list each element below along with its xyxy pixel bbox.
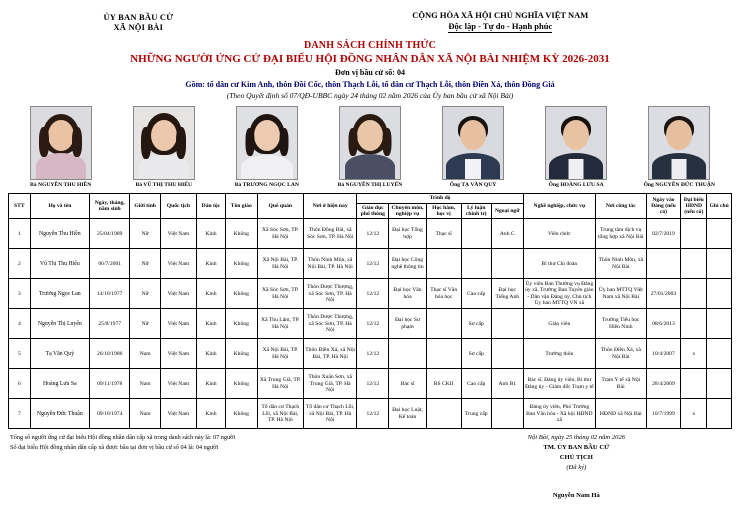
- cell-dai-bieu: [681, 309, 707, 339]
- candidate-table: [8, 193, 732, 429]
- cell-hoc-ham: BS CKII: [426, 369, 461, 399]
- cell-ngay-vao-dang: [646, 249, 681, 279]
- cell-nghe-nghiep: Viên chức: [523, 219, 595, 249]
- cell-ghi-chu: [707, 279, 732, 309]
- cell-ly-luan: Sơ cấp: [461, 309, 491, 339]
- table-row: [9, 309, 732, 339]
- cell-ly-luan: Sơ cấp: [461, 339, 491, 369]
- cell-noi-o: Thôn Ninh Môn, xã Nội Bài, TP. Hà Nội: [303, 249, 357, 279]
- cell-ngay-sinh: 06/7/2001: [89, 249, 129, 279]
- cell-noi-cong-tac: HĐND xã Nội Bài: [595, 399, 646, 429]
- photo-frame: [133, 106, 195, 180]
- th-gioi-tinh: Giới tính: [130, 194, 160, 219]
- th-ton-giao: Tôn giáo: [225, 194, 257, 219]
- th-nghe-nghiep: Nghề nghiệp, chức vụ: [523, 194, 595, 219]
- motto: Độc lập - Tự do - Hạnh phúc: [448, 21, 553, 31]
- cell-stt: 4: [9, 309, 31, 339]
- cell-nghe-nghiep: Bí thư Chi đoàn: [523, 249, 595, 279]
- th-ngay-sinh: Ngày, tháng, năm sinh: [89, 194, 129, 219]
- cell-ghi-chu: [707, 219, 732, 249]
- cell-gioi-tinh: Nữ: [130, 249, 160, 279]
- national-heading: [269, 10, 732, 32]
- cell-ho-ten: Nguyễn Đức Thuận: [30, 399, 89, 429]
- photo-caption: Bà VŨ THỊ THU HIẾU: [135, 182, 193, 188]
- cell-ngay-vao-dang: 02/7/2019: [646, 219, 681, 249]
- cell-ho-ten: Hoàng Lưu Sa: [30, 369, 89, 399]
- cell-dan-toc: Kinh: [196, 249, 225, 279]
- place-date: Nội Bài, ngày 25 tháng 02 năm 2026: [527, 434, 626, 442]
- cell-ngay-vao-dang: 10/7/1999: [646, 399, 681, 429]
- photo-caption: Ông HOÀNG LƯU SA: [548, 182, 604, 188]
- cell-ngay-vao-dang: 08/6/2013: [646, 309, 681, 339]
- cell-stt: 5: [9, 339, 31, 369]
- cell-que-quan: Xã Trung Giã, TP. Hà Nội: [257, 369, 303, 399]
- cell-ton-giao: Không: [225, 219, 257, 249]
- cell-dan-toc: Kinh: [196, 369, 225, 399]
- footer-summary: [8, 433, 421, 500]
- cell-noi-o: Thôn Xuân Sơn, xã Trung Giã, TP. Hà Nội: [303, 369, 357, 399]
- cell-ngay-sinh: 26/10/1986: [89, 339, 129, 369]
- cell-gioi-tinh: Nam: [130, 339, 160, 369]
- cell-noi-o: Thôn Đồng Bài, xã Sóc Sơn, TP. Hà Nội: [303, 219, 357, 249]
- table-row: [9, 399, 732, 429]
- cell-ngoai-ngu: Anh C: [491, 219, 523, 249]
- cell-dai-bieu: [681, 369, 707, 399]
- cell-que-quan: Xã Thu Lâm, TP. Hà Nội: [257, 309, 303, 339]
- candidate-photo-3: [321, 106, 418, 188]
- cell-ho-ten: Tạ Văn Quý: [30, 339, 89, 369]
- page-subtitle: NHỮNG NGƯỜI ỨNG CỬ ĐẠI BIỂU HỘI ĐỒNG NHÂN DÂN XÃ NỘI BÀI NHIỆM KỲ 2026-2031: [130, 53, 610, 65]
- cell-ghi-chu: [707, 399, 732, 429]
- cell-stt: 7: [9, 399, 31, 429]
- total-candidates: Tổng số người ứng cử đại biểu Hội đồng nhân dân cấp xã trong danh sách này là: 07 người: [10, 434, 236, 442]
- cell-dan-toc: Kinh: [196, 279, 225, 309]
- authority-line-2: XÃ NỘI BÀI: [113, 22, 164, 32]
- photo-caption: Bà TRƯƠNG NGỌC LAN: [234, 182, 299, 188]
- cell-hoc-ham: Thạc sĩ: [426, 219, 461, 249]
- cell-ngay-vao-dang: 28/4/2009: [646, 369, 681, 399]
- cell-stt: 2: [9, 249, 31, 279]
- cell-ly-luan: [461, 249, 491, 279]
- cell-giao-duc: 12/12: [357, 219, 389, 249]
- photo-caption: Bà NGUYỄN THU HIỀN: [30, 182, 92, 188]
- th-quoc-tich: Quốc tịch: [160, 194, 196, 219]
- table-header-row-1: [9, 194, 732, 203]
- signed-note: (Đã ký): [566, 464, 587, 472]
- cell-giao-duc: 12/12: [357, 279, 389, 309]
- photo-frame: [30, 106, 92, 180]
- issuing-authority: [8, 10, 269, 32]
- cell-noi-cong-tac: Ủy ban MTTQ Việt Nam xã Nội Bài: [595, 279, 646, 309]
- cell-stt: 1: [9, 219, 31, 249]
- country-name: CỘNG HÒA XÃ HỘI CHỦ NGHĨA VIỆT NAM: [412, 10, 589, 20]
- photo-frame: [545, 106, 607, 180]
- cell-stt: 3: [9, 279, 31, 309]
- cell-ngay-sinh: 25/04/1989: [89, 219, 129, 249]
- cell-chuyen-mon: Đại học Tổng hợp: [389, 219, 427, 249]
- cell-giao-duc: 12/12: [357, 309, 389, 339]
- cell-ghi-chu: [707, 309, 732, 339]
- photo-frame: [442, 106, 504, 180]
- cell-quoc-tich: Việt Nam: [160, 309, 196, 339]
- cell-nghe-nghiep: Bác sĩ, Đảng ủy viên, Bí thư Đảng ủy - Giám đốc Trạm y tế: [523, 369, 595, 399]
- photo-frame: [648, 106, 710, 180]
- cell-ngoai-ngu: [491, 399, 523, 429]
- cell-dai-bieu: [681, 219, 707, 249]
- cell-noi-o: Thôn Dược Thượng, xã Sóc Sơn, TP. Hà Nội: [303, 309, 357, 339]
- signing-org: TM. ỦY BAN BẦU CỬ: [543, 443, 610, 451]
- th-noi-o: Nơi ở hiện nay: [303, 194, 357, 219]
- cell-ton-giao: Không: [225, 309, 257, 339]
- cell-nghe-nghiep: Giáo viên: [523, 309, 595, 339]
- cell-giao-duc: 12/12: [357, 339, 389, 369]
- cell-que-quan: Xã Sóc Sơn, TP. Hà Nội: [257, 279, 303, 309]
- cell-ngay-sinh: 09/10/1974: [89, 399, 129, 429]
- table-row: [9, 279, 732, 309]
- th-stt: STT: [9, 194, 31, 219]
- th-giao-duc: Giáo dục phổ thông: [357, 203, 389, 219]
- cell-stt: 6: [9, 369, 31, 399]
- th-dai-bieu: Đại biểu HĐND (nếu có): [681, 194, 707, 219]
- cell-dai-bieu: x: [681, 339, 707, 369]
- candidate-photo-5: [527, 106, 624, 188]
- cell-gioi-tinh: Nam: [130, 399, 160, 429]
- cell-ngay-sinh: 25/8/1977: [89, 309, 129, 339]
- cell-noi-o: Thôn Dược Thượng, xã Sóc Sơn, TP. Hà Nội: [303, 279, 357, 309]
- cell-ly-luan: Cao cấp: [461, 279, 491, 309]
- cell-noi-cong-tac: Trung tâm dịch vụ tổng hợp xã Nội Bài: [595, 219, 646, 249]
- table-row: [9, 219, 732, 249]
- cell-chuyen-mon: Đại học Luật, Kế toán: [389, 399, 427, 429]
- page-title: DANH SÁCH CHÍNH THỨC: [303, 40, 437, 51]
- cell-ho-ten: Nguyễn Thu Hiền: [30, 219, 89, 249]
- cell-dai-bieu: x: [681, 399, 707, 429]
- cell-nghe-nghiep: Trưởng thôn: [523, 339, 595, 369]
- constituency-number: Đơn vị bầu cử số: 04: [335, 68, 405, 77]
- photo-frame: [339, 106, 401, 180]
- th-ly-luan: Lý luận chính trị: [461, 203, 491, 219]
- signature-block: [421, 433, 732, 500]
- cell-noi-o: Thôn Điền Xá, xã Nội Bài, TP. Hà Nội: [303, 339, 357, 369]
- cell-gioi-tinh: Nữ: [130, 219, 160, 249]
- th-ho-ten: Họ và tên: [30, 194, 89, 219]
- title-block: [8, 40, 732, 100]
- cell-noi-cong-tac: Thôn Ninh Môn, xã Nội Bài: [595, 249, 646, 279]
- cell-quoc-tich: Việt Nam: [160, 219, 196, 249]
- photo-caption: Bà NGUYỄN THỊ LUYẾN: [337, 182, 403, 188]
- authority-line-1: ỦY BAN BẦU CỬ: [103, 12, 174, 22]
- cell-dan-toc: Kinh: [196, 219, 225, 249]
- cell-hoc-ham: Thạc sĩ Văn hóa học: [426, 279, 461, 309]
- table-row: [9, 369, 732, 399]
- cell-gioi-tinh: Nữ: [130, 279, 160, 309]
- document-header: [8, 10, 732, 32]
- cell-nghe-nghiep: Ủy viên Ban Thường vụ Đảng ủy xã, Trưởng Ban Tuyên giáo - Dân vận Đảng ủy, Chủ tịch Ủy ban MTTQ VN xã: [523, 279, 595, 309]
- th-trinh-do: Trình độ: [357, 194, 523, 203]
- th-que-quan: Quê quán: [257, 194, 303, 219]
- cell-ly-luan: Cao cấp: [461, 369, 491, 399]
- cell-ngoai-ngu: [491, 249, 523, 279]
- cell-chuyen-mon: Đại học Công nghệ thông tin: [389, 249, 427, 279]
- photo-caption: Ông TẠ VĂN QUÝ: [449, 182, 497, 188]
- cell-quoc-tich: Việt Nam: [160, 339, 196, 369]
- cell-que-quan: Xã Nội Bài, TP. Hà Nội: [257, 249, 303, 279]
- cell-giao-duc: 12/12: [357, 369, 389, 399]
- total-seats: Số đại biểu Hội đồng nhân dân cấp xã được bầu tại đơn vị bầu cử số 04 là: 04 người: [10, 443, 219, 451]
- cell-quoc-tich: Việt Nam: [160, 249, 196, 279]
- photo-caption: Ông NGUYỄN ĐỨC THUẬN: [643, 182, 715, 188]
- constituency-areas: Gồm: tổ dân cư Kim Anh, thôn Đồi Cốc, thôn Thạch Lỗi, tổ dân cư Thạch Lỗi, thôn Điền Xá, thôn Đồng Giá: [185, 80, 555, 89]
- cell-ton-giao: Không: [225, 369, 257, 399]
- cell-que-quan: Xã Nội Bài, TP. Hà Nội: [257, 339, 303, 369]
- cell-ngay-sinh: 09/11/1978: [89, 369, 129, 399]
- cell-nghe-nghiep: Đảng ủy viên, Phó Trưởng Ban Văn hóa - Xã hội HĐND xã: [523, 399, 595, 429]
- cell-hoc-ham: [426, 309, 461, 339]
- cell-chuyen-mon: Đại học Văn hóa: [389, 279, 427, 309]
- cell-hoc-ham: [426, 249, 461, 279]
- cell-gioi-tinh: Nam: [130, 369, 160, 399]
- cell-gioi-tinh: Nữ: [130, 309, 160, 339]
- th-ngay-vao-dang: Ngày vào Đảng (nếu có): [646, 194, 681, 219]
- cell-ngoai-ngu: [491, 309, 523, 339]
- cell-hoc-ham: [426, 399, 461, 429]
- th-chuyen-mon: Chuyên môn, nghiệp vụ: [389, 203, 427, 219]
- cell-ghi-chu: [707, 249, 732, 279]
- cell-chuyen-mon: Bác sĩ: [389, 369, 427, 399]
- cell-noi-cong-tac: Thôn Điền Xá, xã Nội Bài: [595, 339, 646, 369]
- cell-ho-ten: Nguyễn Thị Luyến: [30, 309, 89, 339]
- signer-name: Nguyễn Nam Hà: [552, 491, 600, 499]
- cell-ngoai-ngu: Đại học Tiếng Anh: [491, 279, 523, 309]
- cell-giao-duc: 12/12: [357, 399, 389, 429]
- cell-dan-toc: Kinh: [196, 339, 225, 369]
- cell-ho-ten: Vũ Thị Thu Hiếu: [30, 249, 89, 279]
- cell-ton-giao: Không: [225, 279, 257, 309]
- candidate-photo-row: [8, 106, 732, 188]
- th-dan-toc: Dân tộc: [196, 194, 225, 219]
- signing-role: CHỦ TỊCH: [559, 453, 593, 461]
- cell-quoc-tich: Việt Nam: [160, 369, 196, 399]
- cell-quoc-tich: Việt Nam: [160, 399, 196, 429]
- candidate-photo-1: [115, 106, 212, 188]
- photo-frame: [236, 106, 298, 180]
- cell-giao-duc: 12/12: [357, 249, 389, 279]
- cell-que-quan: Xã Sóc Sơn, TP. Hà Nội: [257, 219, 303, 249]
- decision-reference: (Theo Quyết định số 07/QĐ-UBBC ngày 24 tháng 02 năm 2026 của Ủy ban bầu cử xã Nội Bài): [226, 91, 514, 100]
- cell-ton-giao: Không: [225, 399, 257, 429]
- cell-ly-luan: Trung cấp: [461, 399, 491, 429]
- cell-noi-cong-tac: Trường Tiểu học Hiền Ninh: [595, 309, 646, 339]
- cell-ton-giao: Không: [225, 339, 257, 369]
- cell-ngoai-ngu: Anh B1: [491, 369, 523, 399]
- cell-ho-ten: Trương Ngọc Lan: [30, 279, 89, 309]
- th-ghi-chu: Ghi chú: [707, 194, 732, 219]
- cell-dan-toc: Kinh: [196, 309, 225, 339]
- cell-dai-bieu: [681, 279, 707, 309]
- cell-ghi-chu: [707, 339, 732, 369]
- th-hoc-ham: Học hàm, học vị: [426, 203, 461, 219]
- cell-ngoai-ngu: [491, 339, 523, 369]
- candidate-photo-2: [218, 106, 315, 188]
- table-row: [9, 339, 732, 369]
- cell-ngay-sinh: 14/10/1977: [89, 279, 129, 309]
- document-footer: [8, 433, 732, 500]
- cell-noi-cong-tac: Trạm Y tế xã Nội Bài: [595, 369, 646, 399]
- candidate-photo-6: [631, 106, 728, 188]
- candidate-photo-0: [12, 106, 109, 188]
- cell-dan-toc: Kinh: [196, 399, 225, 429]
- table-row: [9, 249, 732, 279]
- candidate-photo-4: [424, 106, 521, 188]
- cell-dai-bieu: [681, 249, 707, 279]
- cell-ly-luan: [461, 219, 491, 249]
- th-ngoai-ngu: Ngoại ngữ: [491, 203, 523, 219]
- cell-chuyen-mon: Đại học Sư phạm: [389, 309, 427, 339]
- cell-ton-giao: Không: [225, 249, 257, 279]
- th-noi-cong-tac: Nơi công tác: [595, 194, 646, 219]
- cell-noi-o: Tổ dân cư Thạch Lỗi, xã Nội Bài, TP. Hà Nội: [303, 399, 357, 429]
- cell-hoc-ham: [426, 339, 461, 369]
- cell-ngay-vao-dang: 10/4/2007: [646, 339, 681, 369]
- cell-ghi-chu: [707, 369, 732, 399]
- cell-que-quan: Tổ dân cư Thạch Lỗi, xã Nội Bài, TP. Hà Nội: [257, 399, 303, 429]
- cell-ngay-vao-dang: 27/01/2003: [646, 279, 681, 309]
- cell-quoc-tich: Việt Nam: [160, 279, 196, 309]
- cell-chuyen-mon: [389, 339, 427, 369]
